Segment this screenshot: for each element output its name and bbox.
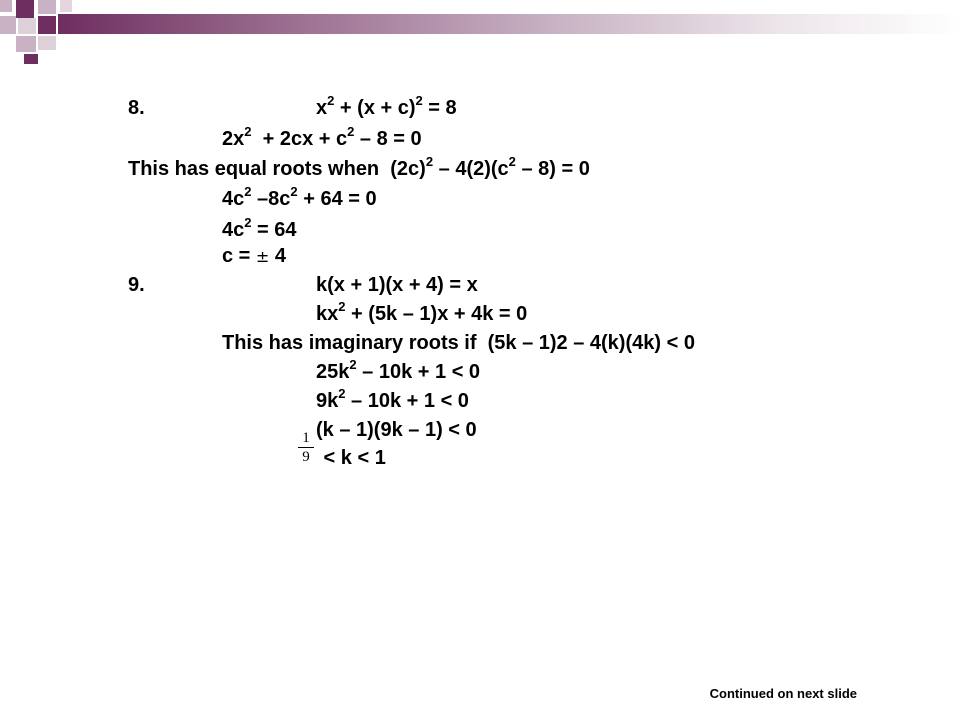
problem-8-equation-4: $4c^2$ $-8c^2 + 64 = 0$: [222, 184, 377, 210]
problem-9-equation-7: < k < 1: [318, 447, 386, 469]
decor-square: [0, 16, 16, 34]
decor-square: [16, 36, 36, 52]
problem-8-equation-1: $x^2 + (x + c)^2 = 8$: [316, 93, 457, 119]
problem-8-equation-5: $4c^2 = 64$: [222, 215, 297, 241]
decor-square: [38, 0, 56, 14]
decor-square: [24, 54, 38, 64]
problem-8-equation-3: This has equal roots when $(2c)^2 - 4(2)(c^2 - 8) = 0$: [128, 154, 590, 180]
problem-9-equation-4: $25k^2 - 10k + 1 < 0$: [316, 357, 481, 383]
fraction-denominator: 9: [302, 449, 310, 465]
problem-8-equation-6: c = ± 4: [222, 245, 287, 267]
decor-square: [18, 18, 36, 34]
fraction-one-ninth: [297, 430, 315, 465]
decor-square: [0, 0, 12, 12]
problem-8-number: 8.: [128, 97, 145, 119]
decor-square: [38, 36, 56, 50]
fraction-numerator: 1: [302, 430, 310, 446]
problem-9-equation-1: k(x + 1)(x + 4) = x: [316, 274, 478, 296]
fraction-bar: [298, 447, 314, 448]
plus-minus-symbol: ±: [255, 247, 270, 266]
problem-8-equation-2: $2x^2 + 2cx + c^2 - 8 = 0$: [222, 124, 422, 150]
continued-note: Continued on next slide: [709, 686, 857, 701]
decor-square: [16, 0, 34, 18]
problem-9-equation-3: This has imaginary roots if (5k – 1)2 – 4(k)(4k) < 0: [222, 332, 695, 354]
decor-square: [60, 0, 72, 12]
decor-square: [38, 16, 56, 34]
problem-9-equation-5: $9k^2 - 10k + 1 < 0$: [316, 386, 469, 412]
problem-9-equation-2: $kx^2 + (5k - 1)x + 4k = 0$: [316, 299, 528, 325]
title-gradient-bar: [58, 14, 960, 34]
problem-9-equation-6: (k – 1)(9k – 1) < 0: [316, 419, 477, 441]
problem-9-number: 9.: [128, 274, 145, 296]
